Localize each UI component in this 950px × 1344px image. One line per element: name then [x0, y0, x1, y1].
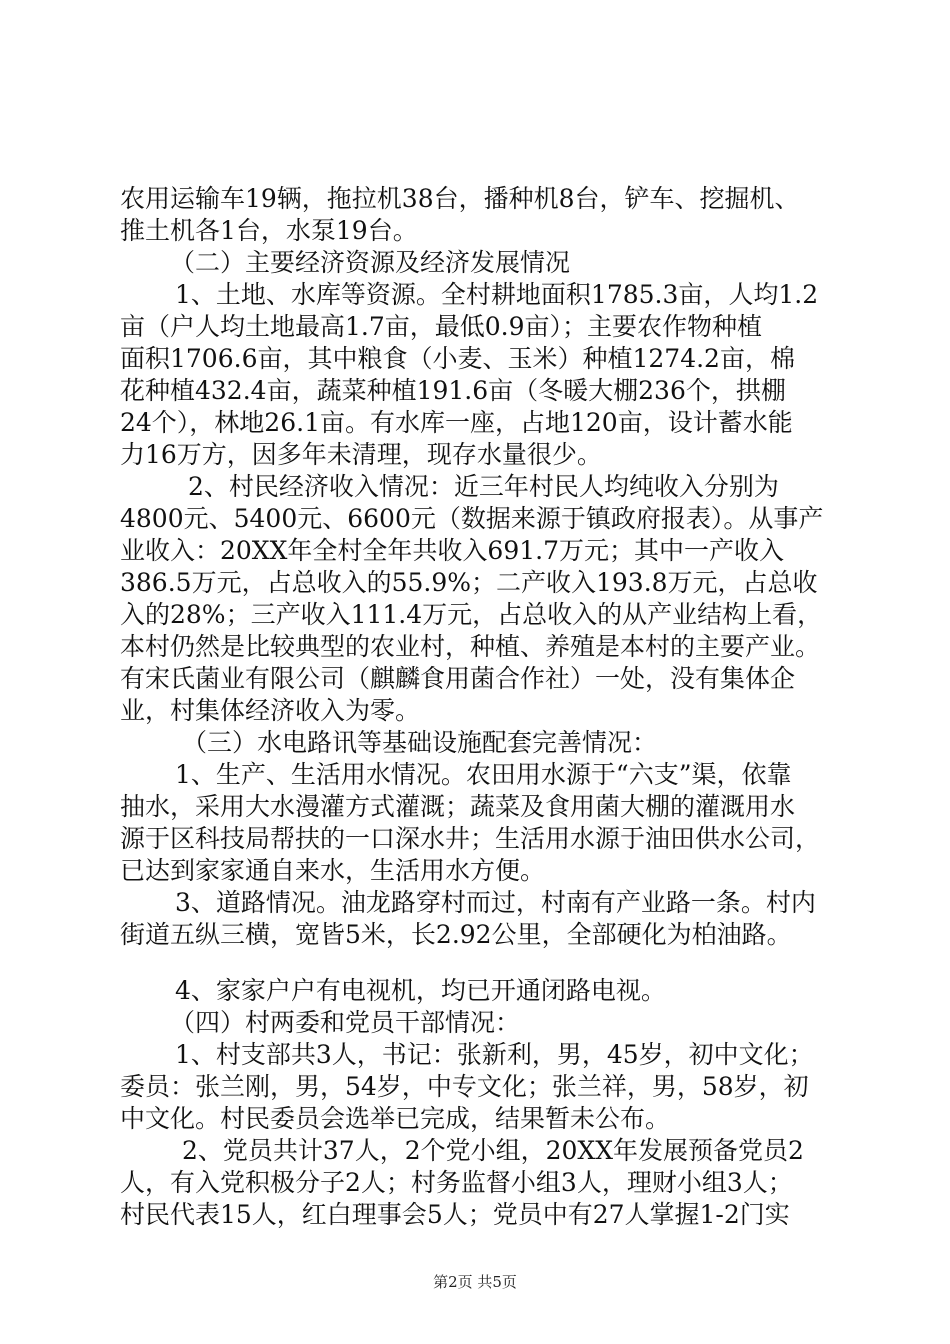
paragraph-start: 4、家家户户有电视机，均已开通闭路电视。 [175, 976, 666, 1005]
text-line: 面积1706.6亩，其中粮食（小麦、玉米）种植1274.2亩，棉 [120, 344, 795, 373]
text-line: 抽水，采用大水漫灌方式灌溉；蔬菜及食用菌大棚的灌溉用水 [120, 792, 796, 821]
text-line: 4800元、5400元、6600元（数据来源于镇政府报表）。从事产 [120, 504, 824, 533]
text-line: 源于区科技局帮扶的一口深水井；生活用水源于油田供水公司， [120, 824, 821, 853]
paragraph-start: 2、村民经济收入情况：近三年村民人均纯收入分别为 [188, 472, 779, 501]
paragraph-start: 2、党员共计37人，2个党小组，20XX年发展预备党员2 [182, 1136, 804, 1165]
text-line: 委员：张兰刚，男，54岁，中专文化；张兰祥，男，58岁，初 [120, 1072, 809, 1101]
section-heading: （二）主要经济资源及经济发展情况 [170, 248, 571, 277]
text-line: 中文化。村民委员会选举已完成，结果暂未公布。 [120, 1104, 671, 1133]
paragraph-start: 1、村支部共3人，书记：张新利，男，45岁，初中文化； [175, 1040, 814, 1069]
text-line: 村民代表15人，红白理事会5人；党员中有27人掌握1-2门实 [120, 1200, 790, 1229]
text-line: 386.5万元，占总收入的55.9%；二产收入193.8万元，占总收 [120, 568, 818, 597]
text-line: 本村仍然是比较典型的农业村，种植、养殖是本村的主要产业。 [120, 632, 821, 661]
text-line: 有宋氏菌业有限公司（麒麟食用菌合作社）一处，没有集体企 [120, 664, 796, 693]
text-line: 人，有入党积极分子2人；村务监督小组3人，理财小组3人； [120, 1168, 793, 1197]
text-line: 花种植432.4亩，蔬菜种植191.6亩（冬暖大棚236个，拱棚 [120, 376, 786, 405]
text-line: 业收入：20XX年全村全年共收入691.7万元；其中一产收入 [120, 536, 784, 565]
text-line: 力16万方，因多年未清理，现存水量很少。 [120, 440, 602, 469]
paragraph-start: 1、生产、生活用水情况。农田用水源于“六支”渠，依靠 [175, 760, 792, 789]
text-line: 农用运输车19辆，拖拉机38台，播种机8台，铲车、挖掘机、 [120, 184, 800, 213]
text-line: 推土机各1台，水泵19台。 [120, 216, 418, 245]
text-line: 24个），林地26.1亩。有水库一座，占地120亩，设计蓄水能 [120, 408, 793, 437]
section-heading: （四）村两委和党员干部情况： [170, 1008, 521, 1037]
text-line: 入的28%；三产收入111.4万元，占总收入的从产业结构上看， [120, 600, 823, 629]
paragraph-start: 3、道路情况。油龙路穿村而过，村南有产业路一条。村内 [175, 888, 816, 917]
text-line: 亩（户人均土地最高1.7亩，最低0.9亩）；主要农作物种植 [120, 312, 763, 341]
page-number-footer: 第2页 共5页 [433, 1273, 517, 1291]
paragraph-start: 1、土地、水库等资源。全村耕地面积1785.3亩，人均1.2 [175, 280, 819, 309]
text-line: 业，村集体经济收入为零。 [120, 696, 421, 725]
text-line: 已达到家家通自来水，生活用水方便。 [120, 856, 546, 885]
text-line: 街道五纵三横，宽皆5米，长2.92公里，全部硬化为柏油路。 [120, 920, 792, 949]
section-heading: （三）水电路讯等基础设施配套完善情况： [182, 728, 658, 757]
